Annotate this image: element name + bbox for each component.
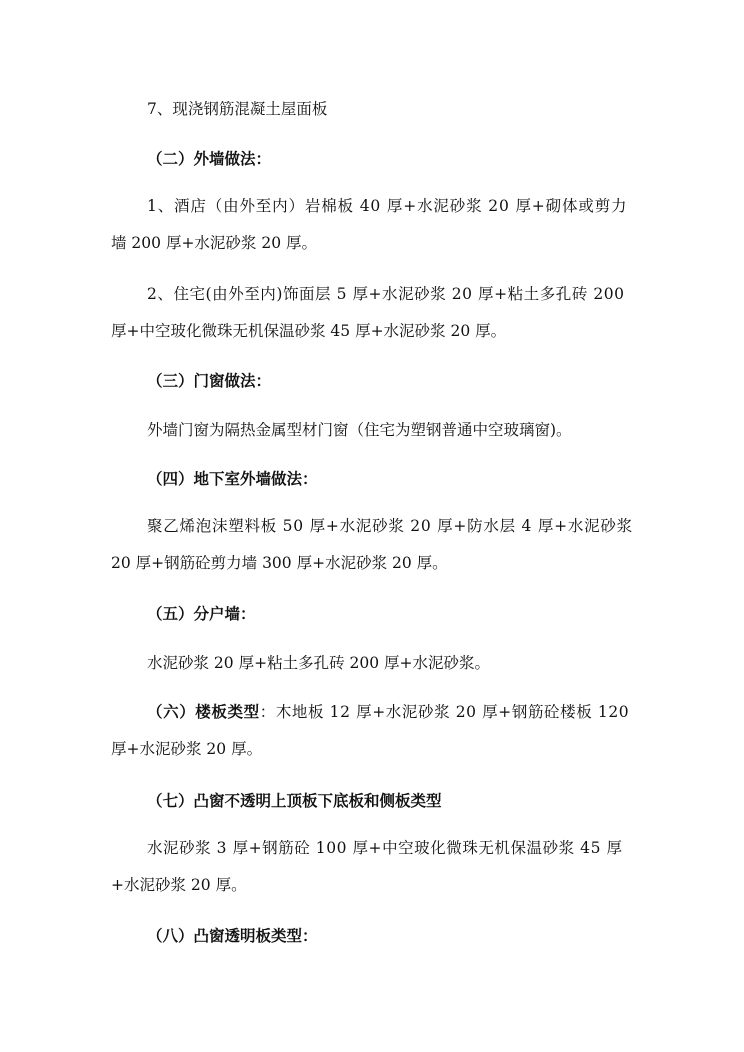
paragraph-party-wall: 水泥砂浆 20 厚+粘土多孔砖 200 厚+水泥砂浆。: [147, 654, 490, 672]
heading-bay-window-opaque: （七）凸窗不透明上顶板下底板和侧板类型: [147, 792, 442, 810]
paragraph-doors-windows: 外墙门窗为隔热金属型材门窗（住宅为塑钢普通中空玻璃窗)。: [147, 421, 572, 439]
paragraph-bay-window-opaque: 水泥砂浆 3 厚+钢筋砼 100 厚+中空玻化微珠无机保温砂浆 45 厚: [147, 839, 623, 857]
paragraph-hotel-wall-cont: 墙 200 厚+水泥砂浆 20 厚。: [111, 234, 318, 252]
paragraph-residence-wall-cont: 厚+中空玻化微珠无机保温砂浆 45 厚+水泥砂浆 20 厚。: [111, 322, 507, 340]
paragraph-hotel-wall: 1、酒店（由外至内）岩棉板 40 厚+水泥砂浆 20 厚+砌体或剪力: [147, 197, 628, 215]
heading-bay-window-transparent: （八）凸窗透明板类型：: [147, 927, 318, 945]
floor-slab-text: 木地板 12 厚+水泥砂浆 20 厚+钢筋砼楼板 120: [275, 703, 630, 721]
heading-floor-slab: （六）楼板类型: [147, 703, 260, 721]
paragraph-floor-slab-cont: 厚+水泥砂浆 20 厚。: [111, 740, 263, 758]
heading-exterior-wall: （二）外墙做法：: [147, 150, 272, 168]
item-7-roof-slab: 7、现浇钢筋混凝土屋面板: [147, 100, 328, 118]
paragraph-residence-wall: 2、住宅(由外至内)饰面层 5 厚+水泥砂浆 20 厚+粘土多孔砖 200: [147, 285, 625, 303]
paragraph-basement-wall-cont: 20 厚+钢筋砼剪力墙 300 厚+水泥砂浆 20 厚。: [111, 554, 448, 572]
paragraph-basement-wall: 聚乙烯泡沫塑料板 50 厚+水泥砂浆 20 厚+防水层 4 厚+水泥砂浆: [147, 517, 633, 535]
heading-party-wall: （五）分户墙：: [147, 605, 256, 623]
heading-basement-wall: （四）地下室外墙做法：: [147, 470, 318, 488]
paragraph-floor-slab: [147, 702, 629, 722]
heading-doors-windows: （三）门窗做法：: [147, 372, 272, 390]
paragraph-bay-window-opaque-cont: +水泥砂浆 20 厚。: [111, 876, 247, 894]
heading-floor-slab-colon: ：: [259, 703, 276, 721]
